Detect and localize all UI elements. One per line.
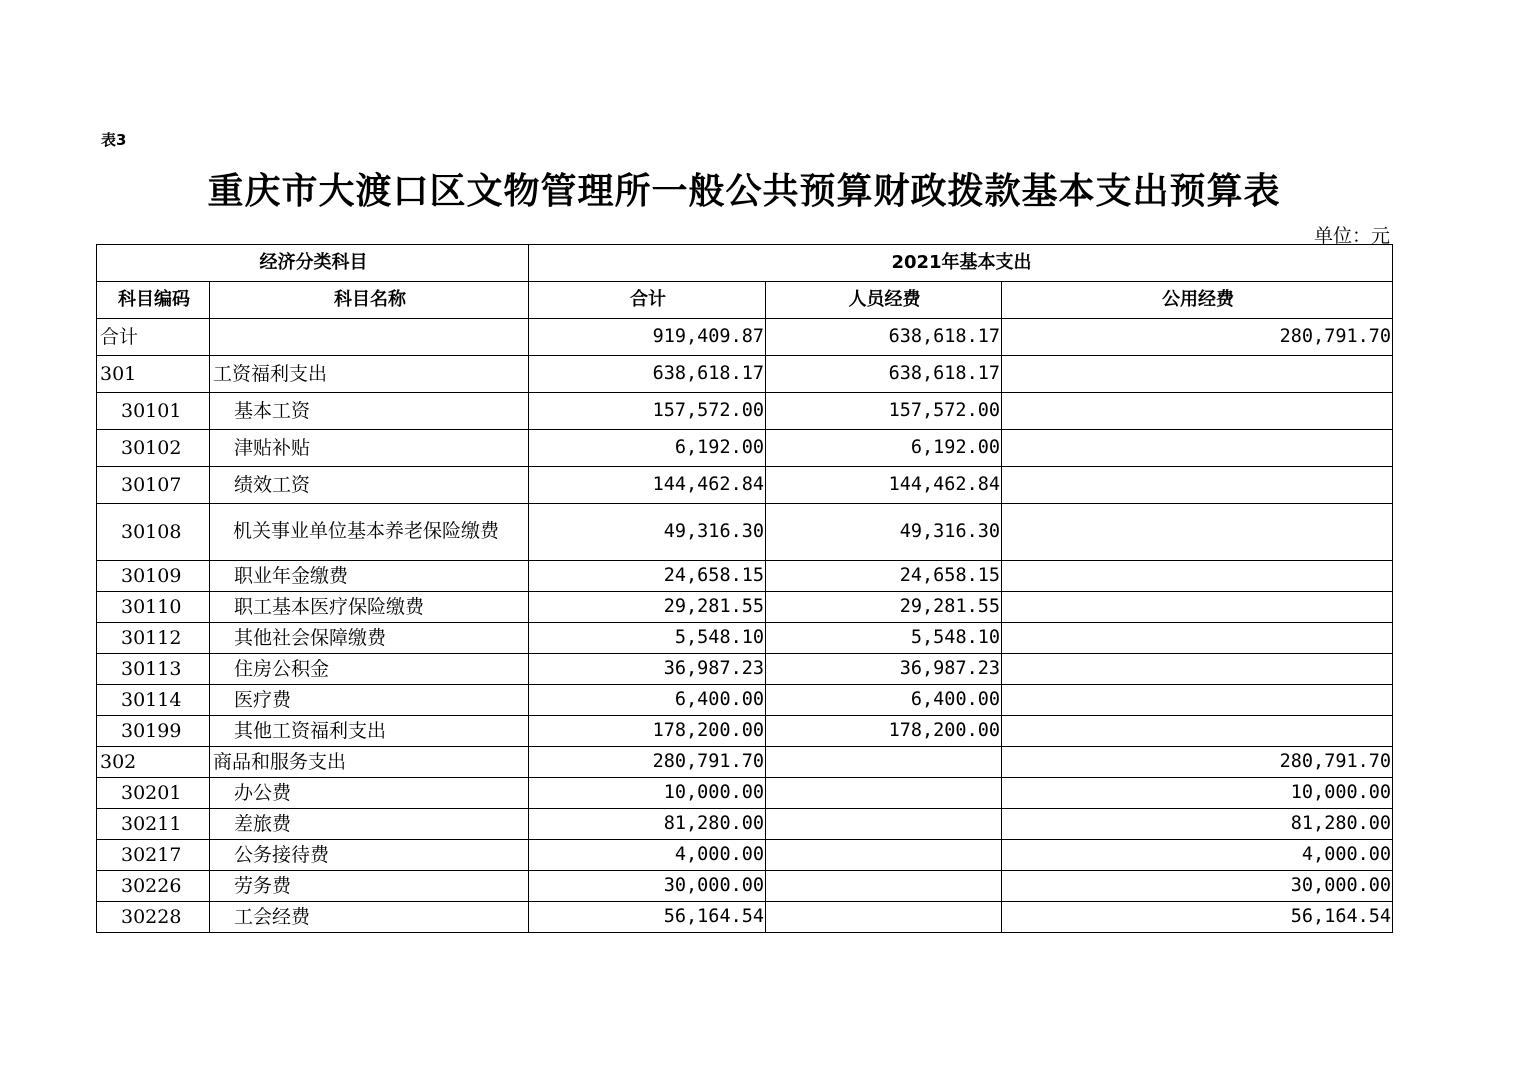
cell-total: 638,618.17 bbox=[529, 356, 766, 393]
cell-personnel bbox=[766, 871, 1002, 902]
cell-total: 4,000.00 bbox=[529, 840, 766, 871]
cell-code: 30228 bbox=[97, 902, 210, 933]
cell-personnel: 157,572.00 bbox=[766, 393, 1002, 430]
table-row bbox=[97, 902, 1393, 933]
cell-name: 办公费 bbox=[210, 778, 529, 809]
column-header-name: 科目名称 bbox=[210, 282, 529, 319]
cell-personnel bbox=[766, 902, 1002, 933]
table-row bbox=[97, 747, 1393, 778]
column-header-total: 合计 bbox=[529, 282, 766, 319]
cell-name: 其他社会保障缴费 bbox=[210, 623, 529, 654]
cell-name: 津贴补贴 bbox=[210, 430, 529, 467]
column-header-personnel: 人员经费 bbox=[766, 282, 1002, 319]
table-row bbox=[97, 871, 1393, 902]
cell-public: 280,791.70 bbox=[1002, 747, 1393, 778]
table-row bbox=[97, 467, 1393, 504]
cell-name bbox=[210, 504, 529, 561]
cell-total: 56,164.54 bbox=[529, 902, 766, 933]
cell-public: 280,791.70 bbox=[1002, 319, 1393, 356]
table-row bbox=[97, 561, 1393, 592]
table-row bbox=[97, 840, 1393, 871]
cell-public bbox=[1002, 467, 1393, 504]
cell-public bbox=[1002, 561, 1393, 592]
cell-personnel: 5,548.10 bbox=[766, 623, 1002, 654]
cell-total: 36,987.23 bbox=[529, 654, 766, 685]
cell-total: 157,572.00 bbox=[529, 393, 766, 430]
cell-personnel: 6,192.00 bbox=[766, 430, 1002, 467]
table-row bbox=[97, 716, 1393, 747]
cell-public bbox=[1002, 716, 1393, 747]
cell-name: 工资福利支出 bbox=[210, 356, 529, 393]
cell-personnel: 178,200.00 bbox=[766, 716, 1002, 747]
unit-label: 单位：元 bbox=[1313, 225, 1390, 247]
cell-code: 30109 bbox=[97, 561, 210, 592]
column-header-public: 公用经费 bbox=[1002, 282, 1393, 319]
cell-personnel: 36,987.23 bbox=[766, 654, 1002, 685]
cell-code: 30114 bbox=[97, 685, 210, 716]
cell-code: 合计 bbox=[97, 319, 210, 356]
cell-total: 6,400.00 bbox=[529, 685, 766, 716]
cell-total: 81,280.00 bbox=[529, 809, 766, 840]
table-row bbox=[97, 654, 1393, 685]
cell-total: 10,000.00 bbox=[529, 778, 766, 809]
table-row bbox=[97, 809, 1393, 840]
table-row bbox=[97, 685, 1393, 716]
column-header-code: 科目编码 bbox=[97, 282, 210, 319]
cell-personnel: 49,316.30 bbox=[766, 504, 1002, 561]
table-row bbox=[97, 778, 1393, 809]
cell-name: 绩效工资 bbox=[210, 467, 529, 504]
cell-name: 劳务费 bbox=[210, 871, 529, 902]
cell-code: 30110 bbox=[97, 592, 210, 623]
cell-personnel bbox=[766, 809, 1002, 840]
cell-name: 差旅费 bbox=[210, 809, 529, 840]
cell-total: 24,658.15 bbox=[529, 561, 766, 592]
cell-name: 工会经费 bbox=[210, 902, 529, 933]
table-row bbox=[97, 623, 1393, 654]
cell-total: 6,192.00 bbox=[529, 430, 766, 467]
cell-public bbox=[1002, 430, 1393, 467]
cell-personnel bbox=[766, 840, 1002, 871]
cell-name: 公务接待费 bbox=[210, 840, 529, 871]
table-body bbox=[97, 319, 1393, 933]
cell-total: 144,462.84 bbox=[529, 467, 766, 504]
table-row bbox=[97, 592, 1393, 623]
cell-public bbox=[1002, 685, 1393, 716]
cell-total: 919,409.87 bbox=[529, 319, 766, 356]
cell-total: 178,200.00 bbox=[529, 716, 766, 747]
cell-personnel: 638,618.17 bbox=[766, 356, 1002, 393]
cell-public: 30,000.00 bbox=[1002, 871, 1393, 902]
cell-personnel bbox=[766, 778, 1002, 809]
cell-personnel: 638,618.17 bbox=[766, 319, 1002, 356]
cell-personnel: 29,281.55 bbox=[766, 592, 1002, 623]
header-group-economic-class: 经济分类科目 bbox=[97, 245, 529, 282]
cell-code: 30102 bbox=[97, 430, 210, 467]
cell-public: 56,164.54 bbox=[1002, 902, 1393, 933]
cell-code: 30201 bbox=[97, 778, 210, 809]
cell-personnel: 6,400.00 bbox=[766, 685, 1002, 716]
table-row bbox=[97, 356, 1393, 393]
cell-personnel: 24,658.15 bbox=[766, 561, 1002, 592]
page-title: 重庆市大渡口区文物管理所一般公共预算财政拨款基本支出预算表 bbox=[207, 171, 1281, 212]
cell-name-text: 机关事业单位基本养老保险缴费 bbox=[233, 520, 500, 543]
cell-code: 30108 bbox=[97, 504, 210, 561]
cell-code: 30107 bbox=[97, 467, 210, 504]
cell-public bbox=[1002, 356, 1393, 393]
cell-code: 30199 bbox=[97, 716, 210, 747]
cell-total: 49,316.30 bbox=[529, 504, 766, 561]
cell-public bbox=[1002, 504, 1393, 561]
cell-public bbox=[1002, 592, 1393, 623]
cell-name bbox=[210, 319, 529, 356]
cell-total: 280,791.70 bbox=[529, 747, 766, 778]
cell-public: 4,000.00 bbox=[1002, 840, 1393, 871]
cell-total: 5,548.10 bbox=[529, 623, 766, 654]
cell-public bbox=[1002, 654, 1393, 685]
table-row bbox=[97, 393, 1393, 430]
cell-public: 81,280.00 bbox=[1002, 809, 1393, 840]
cell-code: 30112 bbox=[97, 623, 210, 654]
table-label: 表3 bbox=[101, 131, 127, 149]
cell-name: 住房公积金 bbox=[210, 654, 529, 685]
cell-total: 30,000.00 bbox=[529, 871, 766, 902]
cell-code: 302 bbox=[97, 747, 210, 778]
cell-code: 30101 bbox=[97, 393, 210, 430]
cell-code: 301 bbox=[97, 356, 210, 393]
cell-name: 商品和服务支出 bbox=[210, 747, 529, 778]
table-row bbox=[97, 504, 1393, 561]
cell-name: 基本工资 bbox=[210, 393, 529, 430]
cell-name: 医疗费 bbox=[210, 685, 529, 716]
table-row bbox=[97, 319, 1393, 356]
header-group-basic-expenditure: 2021年基本支出 bbox=[529, 245, 1393, 282]
cell-code: 30211 bbox=[97, 809, 210, 840]
cell-personnel bbox=[766, 747, 1002, 778]
cell-public bbox=[1002, 393, 1393, 430]
cell-personnel: 144,462.84 bbox=[766, 467, 1002, 504]
cell-public bbox=[1002, 623, 1393, 654]
cell-name: 其他工资福利支出 bbox=[210, 716, 529, 747]
cell-code: 30217 bbox=[97, 840, 210, 871]
cell-code: 30226 bbox=[97, 871, 210, 902]
cell-name: 职工基本医疗保险缴费 bbox=[210, 592, 529, 623]
cell-name: 职业年金缴费 bbox=[210, 561, 529, 592]
table-row bbox=[97, 430, 1393, 467]
budget-table bbox=[96, 244, 1393, 933]
cell-total: 29,281.55 bbox=[529, 592, 766, 623]
cell-code: 30113 bbox=[97, 654, 210, 685]
cell-public: 10,000.00 bbox=[1002, 778, 1393, 809]
